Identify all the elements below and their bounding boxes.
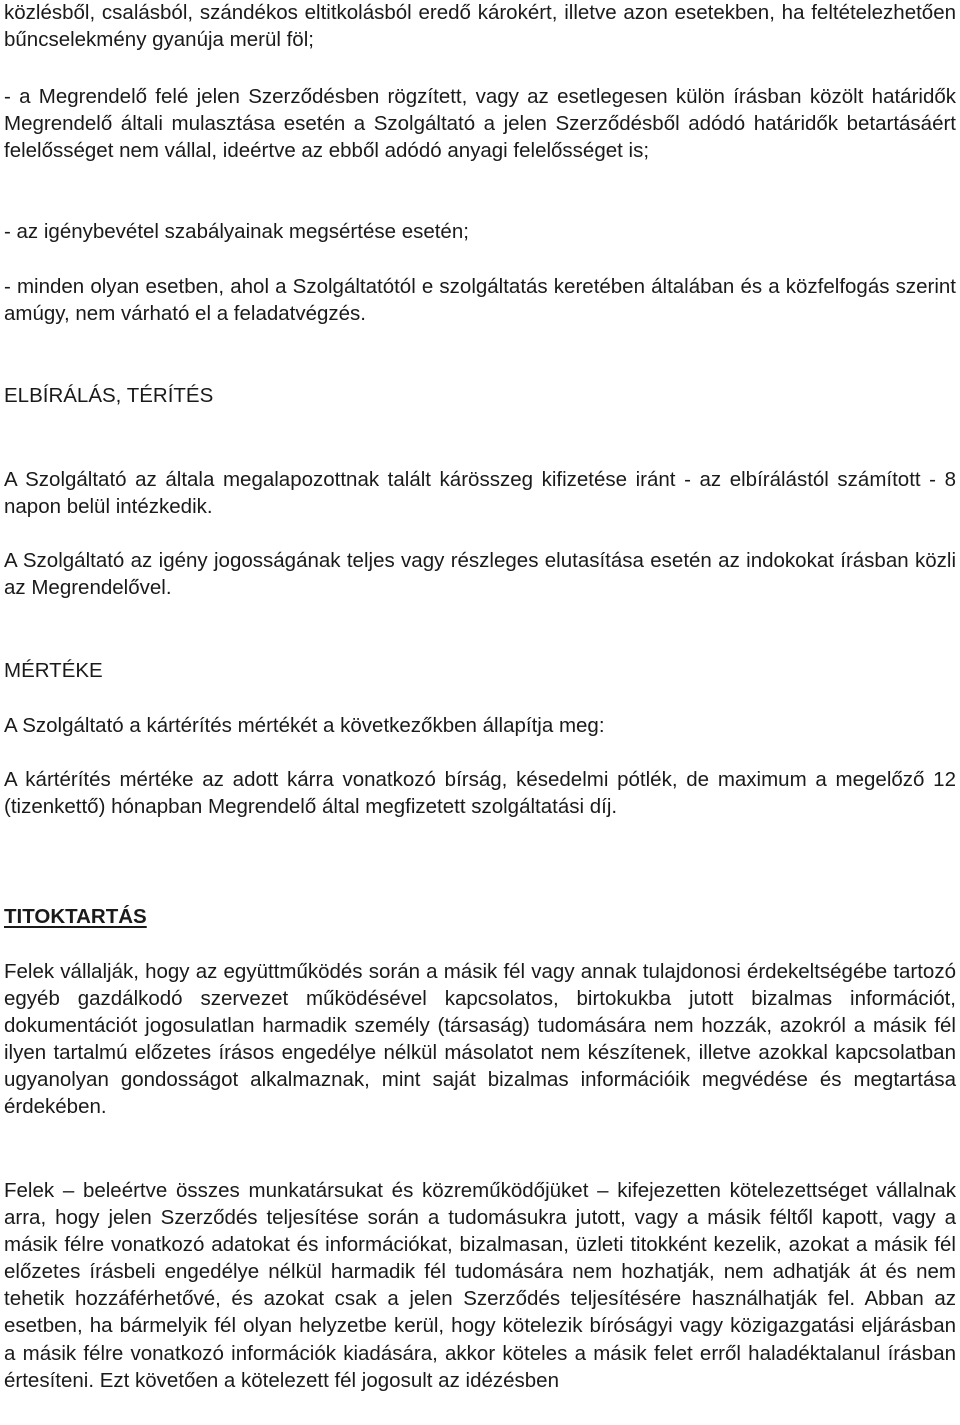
paragraph-no-expected-performance: - minden olyan esetben, ahol a Szolgáltatótól e szolgáltatás keretében általában és a közfelfogás szerint amúgy, nem várható el a feladatvégzés.: [4, 275, 956, 326]
heading-merteke: MÉRTÉKE: [4, 659, 103, 682]
paragraph-rejection-notice: A Szolgáltató az igény jogosságának teljes vagy részleges elutasítása esetén az indokokat írásban közli az Megrendelővel.: [4, 549, 956, 600]
heading-titoktartas: TITOKTARTÁS: [4, 905, 147, 928]
paragraph-confidentiality-1: Felek vállalják, hogy az együttműködés során a másik fél vagy annak tulajdonosi érdekeltségébe tartozó egyéb gazdálkodó szervezet működésével kapcsolatos, birtokukba jutott bizalmas információt, dokumentációt jogosulatlan harmadik személy (társaság) tudomására nem hozzák, azokról a másik fél ilyen tartalmú előzetes írásos engedélye nélkül másolatot nem készítenek, illetve azokkal kapcsolatban ugyanolyan gondosságot alkalmaznak, mint saját bizalmas információik megvédése és megtartása érdekében.: [4, 960, 956, 1119]
paragraph-confidentiality-2: Felek – beleértve összes munkatársukat és közreműködőjüket – kifejezetten kötelezettséget vállalnak arra, hogy jelen Szerződés teljesítése során a tudomásukra jutott, vagy a másik féltől kapott, vagy a másik félre vonatkozó adatokat és információkat, bizalmasan, üzleti titokként kezelik, azokat a másik fél előzetes írásbeli engedélye nélkül harmadik fél tudomására nem hozhatják, nem adhatják át és nem tehetik hozzáférhetővé, és azokat csak a jelen Szerződés teljesítésére használhatják fel. Abban az esetben, ha bármelyik fél olyan helyzetbe kerül, hogy kötelezik bíróságyi vagy közigazgatási eljárásban a másik félre vonatkozó információk kiadására, akkor köteles a másik felet erről haladéktalanul írásban értesíteni. Ezt követően a kötelezett fél jogosult az idézésben: [4, 1179, 956, 1392]
paragraph-payment-term: A Szolgáltató az általa megalapozottnak talált kárösszeg kifizetése iránt - az elbírálástól számított - 8 napon belül intézkedik.: [4, 468, 956, 519]
paragraph-rule-violation: - az igénybevétel szabályainak megsértése esetén;: [4, 220, 469, 243]
paragraph-compensation-amount: A kártérítés mértéke az adott kárra vonatkozó bírság, késedelmi pótlék, de maximum a megelőző 12 (tizenkettő) hónapban Megrendelő által megfizetett szolgáltatási díj.: [4, 768, 956, 819]
paragraph-liability-fraud: közlésből, csalásból, szándékos eltitkolásból eredő károkért, illetve azon esetekben, ha feltételezhetően bűncselekmény gyanúja merül föl;: [4, 1, 956, 52]
paragraph-deadline-omission: - a Megrendelő felé jelen Szerződésben rögzített, vagy az esetlegesen külön írásban közölt határidők Megrendelő általi mulasztása esetén a Szolgáltató a jelen Szerződésből adódó határidők betartásáért felelősséget nem vállal, ideértve az ebből adódó anyagi felelősséget is;: [4, 85, 956, 163]
heading-elbiralas-terites: ELBÍRÁLÁS, TÉRÍTÉS: [4, 384, 214, 407]
paragraph-compensation-intro: A Szolgáltató a kártérítés mértékét a következőkben állapítja meg:: [4, 714, 605, 737]
